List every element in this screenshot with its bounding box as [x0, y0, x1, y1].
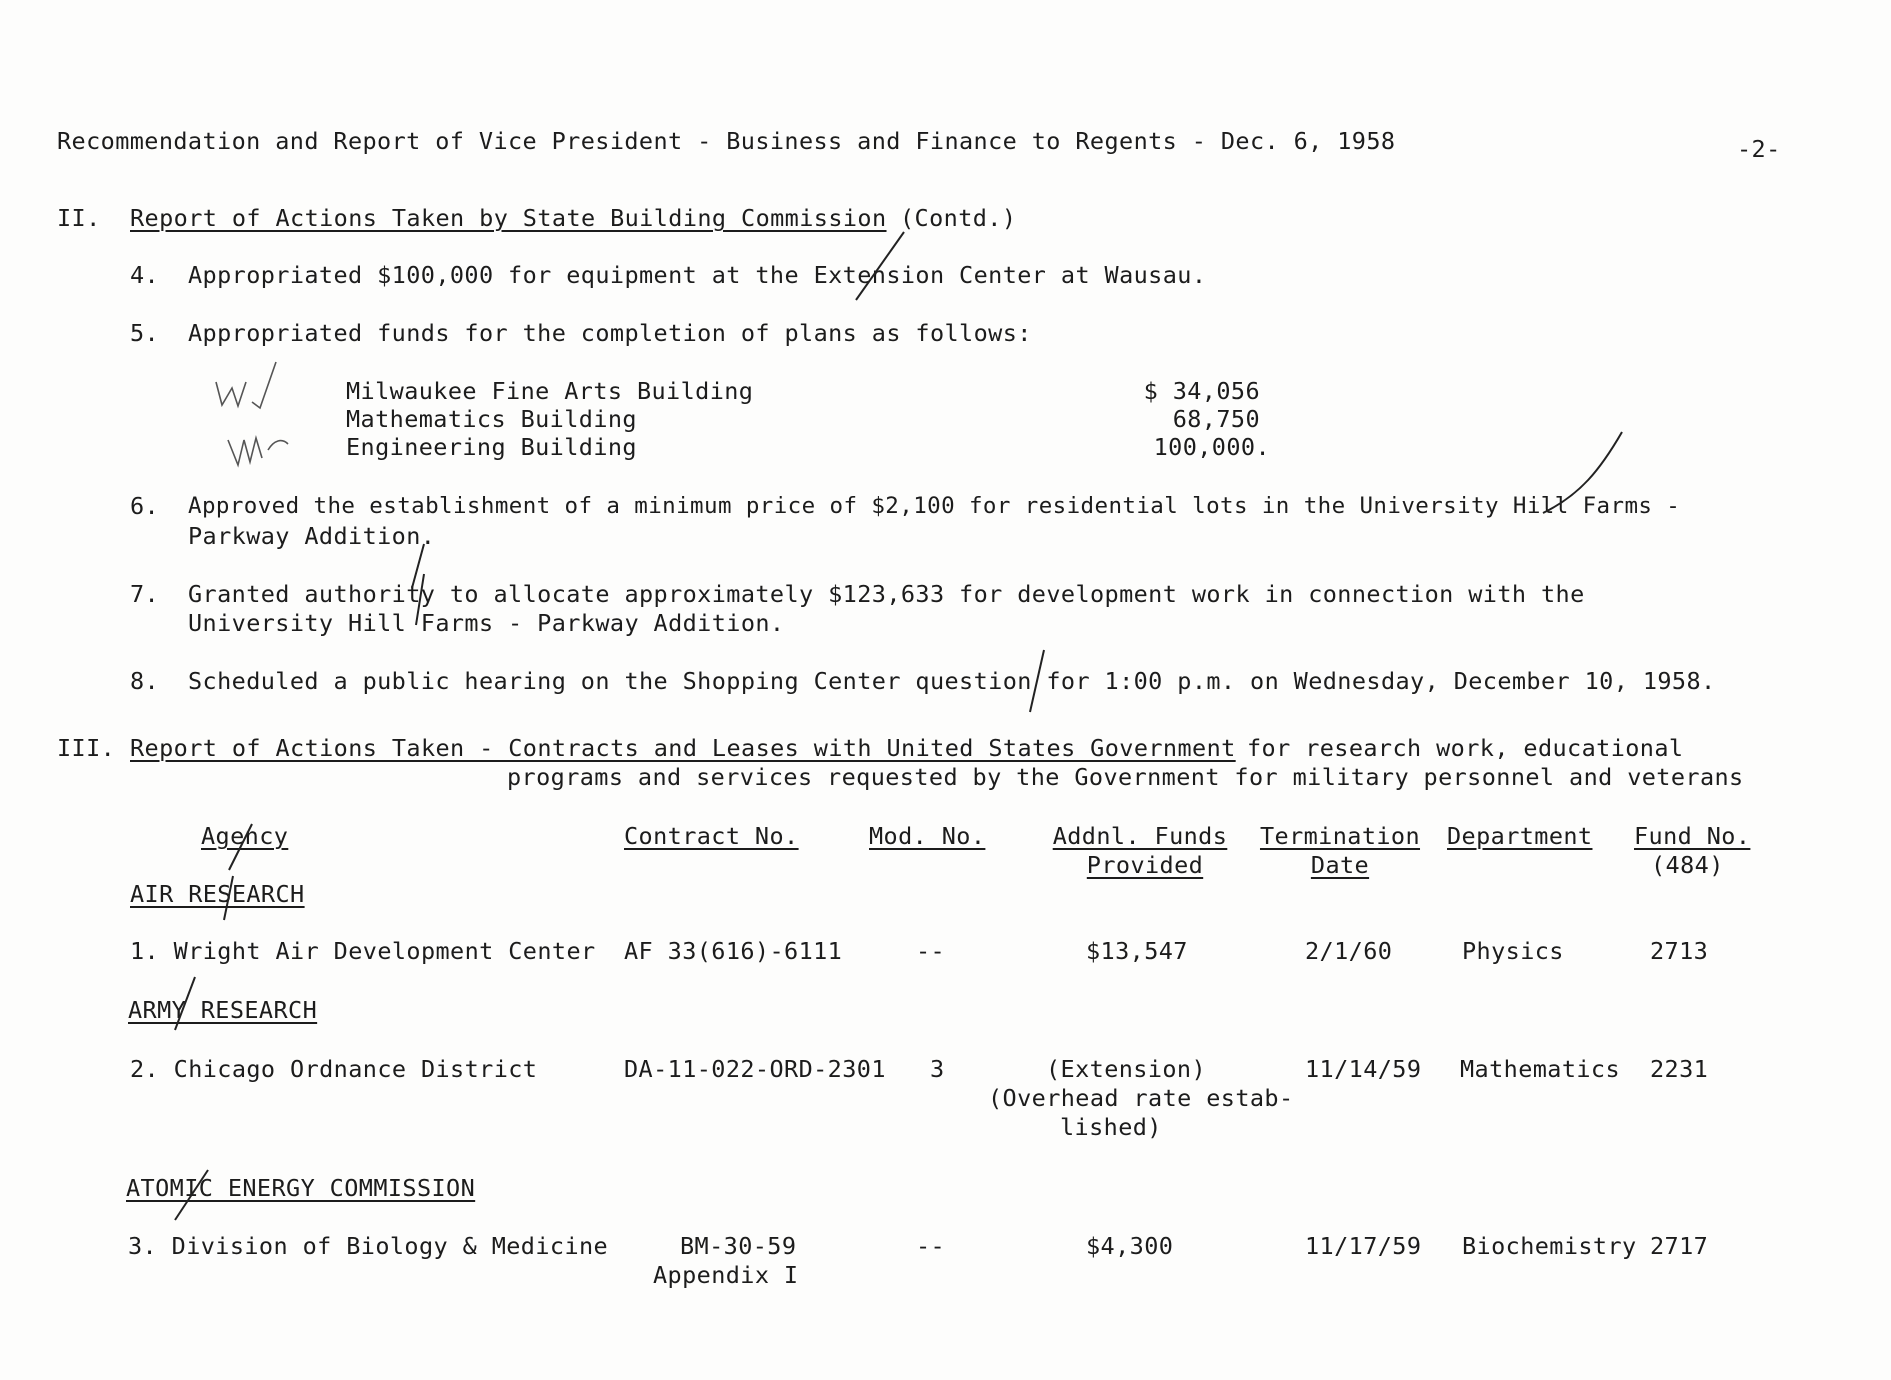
section-title: Report of Actions Taken by State Building Commission	[130, 204, 887, 232]
row-date: 11/14/59	[1305, 1055, 1422, 1083]
plan-name: Milwaukee Fine Arts Building	[346, 377, 754, 405]
col-header-fund-no-2: (484)	[1651, 851, 1724, 879]
report-title: Recommendation and Report of Vice President - Business and Finance to Regents - Dec. 6, 1958	[57, 127, 1396, 155]
item-text: Scheduled a public hearing on the Shopping Center question for 1:00 p.m. on Wednesday, December 10, 1958.	[188, 667, 1716, 695]
row-funds: (Extension)	[1046, 1055, 1207, 1083]
col-header-agency: Agency	[201, 822, 289, 850]
section-title: Report of Actions Taken - Contracts and Leases with United States Government	[130, 734, 1236, 762]
group-heading: ARMY RESEARCH	[128, 996, 318, 1024]
row-date: 2/1/60	[1305, 937, 1393, 965]
row-contract: BM-30-59	[680, 1232, 797, 1260]
row-fund: 2231	[1650, 1055, 1709, 1083]
row-mod: --	[916, 1232, 946, 1260]
col-header-funds: Addnl. Funds	[1052, 822, 1228, 850]
col-header-funds-2: Provided	[1086, 851, 1204, 879]
col-header-contract: Contract No.	[624, 822, 799, 850]
plan-amount: 68,750	[1172, 405, 1260, 433]
row-agency: 3. Division of Biology & Medicine	[128, 1232, 609, 1260]
pencil-annotation	[216, 362, 288, 465]
row-funds: $13,547	[1086, 937, 1188, 965]
item-text: Appropriated $100,000 for equipment at the Extension Center at Wausau.	[188, 261, 1207, 289]
item-text: Granted authority to allocate approximately $123,633 for development work in connection with the	[188, 580, 1585, 608]
row-mod: --	[916, 937, 946, 965]
row-contract: DA-11-022-ORD-2301	[624, 1055, 886, 1083]
group-heading: ATOMIC ENERGY COMMISSION	[126, 1174, 476, 1202]
item-number: 4.	[130, 261, 160, 289]
row-contract-2: Appendix I	[653, 1261, 799, 1289]
section-subtitle: programs and services requested by the Government for military personnel and veterans	[507, 763, 1744, 791]
item-text: University Hill Farms - Parkway Addition.	[188, 609, 785, 637]
col-header-termination: Termination	[1259, 822, 1421, 850]
plan-amount: 100,000.	[1153, 433, 1270, 461]
row-agency: 2. Chicago Ordnance District	[130, 1055, 538, 1083]
item-text: Appropriated funds for the completion of plans as follows:	[188, 319, 1032, 347]
row-agency: 1. Wright Air Development Center	[130, 937, 596, 965]
row-funds-note: lished)	[1060, 1113, 1162, 1141]
col-header-mod: Mod. No.	[869, 822, 986, 850]
row-department: Physics	[1462, 937, 1564, 965]
row-mod: 3	[930, 1055, 945, 1083]
col-header-fund-no: Fund No.	[1634, 822, 1751, 850]
row-department: Biochemistry	[1462, 1232, 1637, 1260]
section-numeral: III.	[57, 734, 116, 762]
item-text: Approved the establishment of a minimum price of $2,100 for residential lots in the University Hill Farms -	[188, 493, 1681, 519]
row-date: 11/17/59	[1305, 1232, 1422, 1260]
row-funds-note: (Overhead rate estab-	[988, 1084, 1294, 1112]
plan-name: Engineering Building	[346, 433, 637, 461]
section-numeral: II.	[57, 204, 101, 232]
item-number: 5.	[130, 319, 160, 347]
item-number: 6.	[130, 492, 160, 520]
row-funds: $4,300	[1086, 1232, 1174, 1260]
plan-amount: $ 34,056	[1143, 377, 1260, 405]
item-text: Parkway Addition.	[188, 522, 436, 550]
page-number: -2-	[1737, 135, 1781, 163]
item-number: 8.	[130, 667, 160, 695]
row-fund: 2717	[1650, 1232, 1709, 1260]
item-number: 7.	[130, 580, 160, 608]
row-department: Mathematics	[1460, 1055, 1621, 1083]
row-fund: 2713	[1650, 937, 1709, 965]
col-header-department: Department	[1447, 822, 1593, 850]
col-header-termination-2: Date	[1310, 851, 1370, 879]
section-title-rest: for research work, educational	[1247, 734, 1684, 762]
section-contd: (Contd.)	[900, 204, 1017, 232]
row-contract: AF 33(616)-6111	[624, 937, 843, 965]
plan-name: Mathematics Building	[346, 405, 637, 433]
group-heading: AIR RESEARCH	[130, 880, 305, 908]
